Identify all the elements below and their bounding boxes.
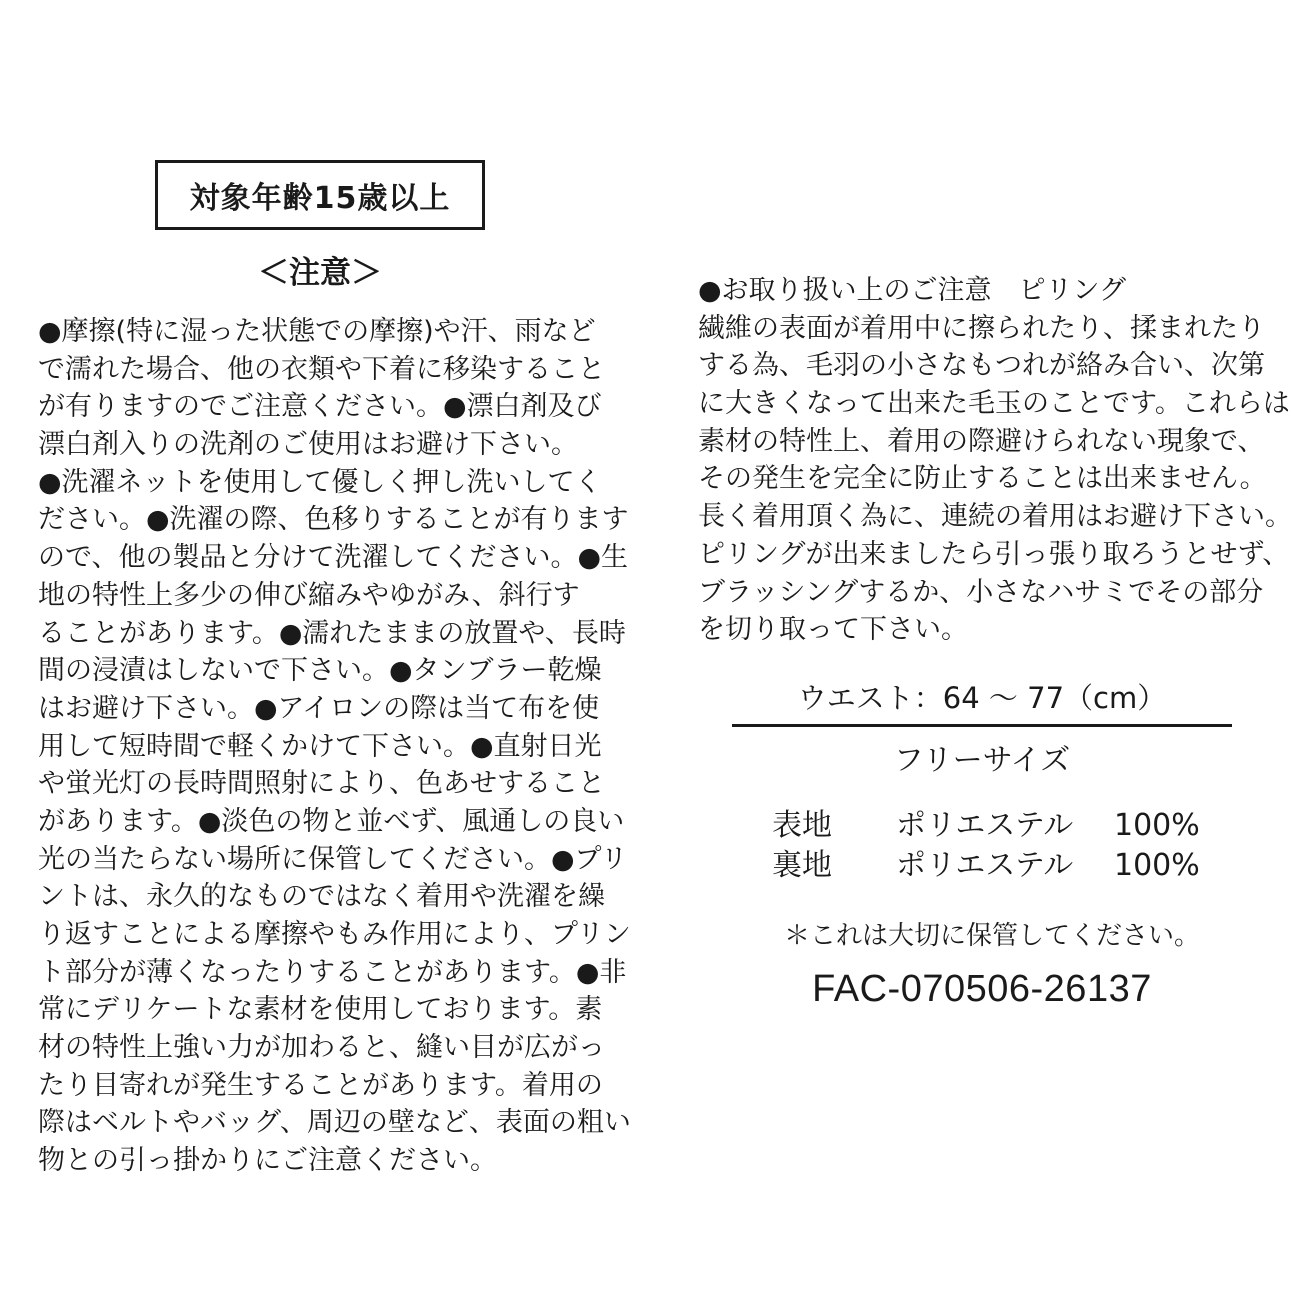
divider — [732, 724, 1232, 727]
caution-heading: ＜注意＞ — [258, 255, 382, 291]
care-line: たり目寄れが発生することがあります。着用の — [38, 1069, 603, 1101]
age-label: 対象年齢15歳以上 — [189, 181, 451, 216]
care-line: ださい。●洗濯の際、色移りすることが有ります — [38, 504, 629, 536]
pilling-line: 長く着用頂く為に、連続の着用はお避け下さい。 — [698, 501, 1292, 533]
product-code: FAC-070506-26137 — [812, 968, 1152, 1010]
care-line: ●洗濯ネットを使用して優しく押し洗いしてく — [38, 466, 602, 498]
care-line: ントは、永久的なものではなく着用や洗濯を繰 — [38, 881, 605, 913]
size-label: フリーサイズ — [893, 743, 1071, 778]
age-label-box — [155, 160, 485, 230]
pilling-notice — [698, 272, 1292, 649]
pilling-line: を切り取って下さい。 — [698, 614, 968, 646]
care-line: ので、他の製品と分けて洗濯してください。●生 — [38, 542, 629, 574]
care-line: が有りますのでご注意ください。●漂白剤及び — [38, 391, 602, 423]
pilling-line: する為、毛羽の小さなもつれが絡み合い、次第 — [698, 350, 1265, 382]
care-line: 光の当たらない場所に保管してください。●プリ — [38, 843, 628, 875]
pilling-line: に大きくなって出来た毛玉のことです。これらは — [698, 388, 1290, 420]
pilling-line: 素材の特性上、着用の際避けられない現象で、 — [698, 425, 1265, 457]
care-line: があります。●淡色の物と並べず、風通しの良い — [38, 805, 625, 837]
material-fabric: ポリエステル — [896, 848, 1074, 883]
care-instructions — [38, 313, 631, 1180]
material-percent: 100% — [1114, 848, 1200, 883]
material-fabric: ポリエステル — [896, 808, 1074, 843]
care-line: で濡れた場合、他の衣類や下着に移染すること — [38, 353, 605, 385]
pilling-line: その発生を完全に防止することは出来ません。 — [698, 463, 1267, 495]
care-line: ることがあります。●濡れたままの放置や、長時 — [38, 617, 626, 649]
care-line: 間の浸漬はしないで下さい。●タンブラー乾燥 — [38, 655, 602, 687]
care-line: 常にデリケートな素材を使用しております。素 — [38, 994, 603, 1026]
care-line: はお避け下さい。●アイロンの際は当て布を使 — [38, 692, 600, 724]
care-line: 地の特性上多少の伸び縮みやゆがみ、斜行す — [38, 579, 580, 611]
keep-note: ＊これは大切に保管してください。 — [783, 921, 1200, 951]
waist-size: ウエスト：64 ～ 77（cm） — [797, 681, 1167, 715]
material-part: 表地 — [772, 808, 832, 843]
material-part: 裏地 — [772, 848, 832, 883]
care-line: や蛍光灯の長時間照射により、色あせすること — [38, 768, 605, 800]
care-line: 材の特性上強い力が加わると、縫い目が広がっ — [38, 1032, 605, 1064]
care-line: 用して短時間で軽くかけて下さい。●直射日光 — [38, 730, 602, 762]
care-line: ●摩擦(特に湿った状態での摩擦)や汗、雨など — [38, 316, 596, 347]
care-line: 漂白剤入りの洗剤のご使用はお避け下さい。 — [38, 429, 578, 461]
care-line: 際はベルトやバッグ、周辺の壁など、表面の粗い — [38, 1107, 631, 1139]
care-line: り返すことによる摩擦やもみ作用により、プリン — [38, 919, 631, 950]
care-line: ト部分が薄くなったりすることがあります。●非 — [38, 956, 627, 988]
care-line: 物との引っ掛かりにご注意ください。 — [38, 1145, 497, 1177]
pilling-line: ●お取り扱い上のご注意 ピリング — [698, 275, 1127, 306]
pilling-line: ブラッシングするか、小さなハサミでその部分 — [698, 576, 1264, 608]
material-percent: 100% — [1114, 808, 1200, 843]
pilling-line: ピリングが出来ましたら引っ張り取ろうとせず、 — [698, 538, 1290, 570]
pilling-line: 繊維の表面が着用中に擦られたり、揉まれたり — [698, 312, 1265, 344]
